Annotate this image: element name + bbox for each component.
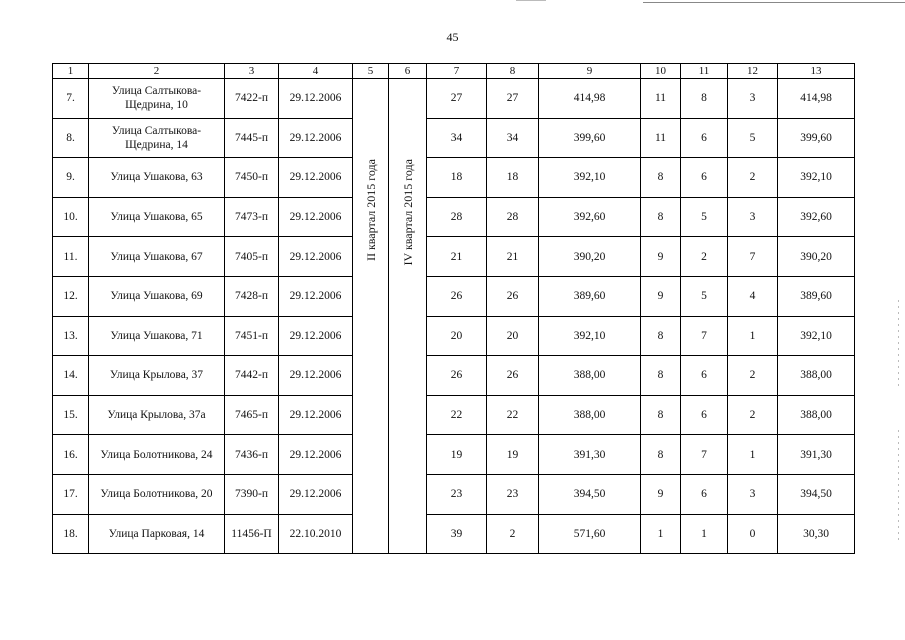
table-row <box>53 435 855 475</box>
col7-cell: 28 <box>427 197 487 237</box>
document-number-cell: 7445-п <box>225 118 279 158</box>
col10-cell: 9 <box>641 237 681 277</box>
col13-cell: 414,98 <box>778 79 855 119</box>
col9-cell: 389,60 <box>539 276 641 316</box>
header-cell-2: 2 <box>89 64 225 79</box>
header-row <box>53 64 855 79</box>
page-number: 45 <box>446 30 459 44</box>
col12-cell: 3 <box>728 197 778 237</box>
col11-cell: 6 <box>681 118 728 158</box>
col13-cell: 30,30 <box>778 514 855 554</box>
col11-cell: 2 <box>681 237 728 277</box>
col11-cell: 5 <box>681 197 728 237</box>
col13-cell: 392,10 <box>778 316 855 356</box>
col10-cell: 1 <box>641 514 681 554</box>
street-cell: Улица Болотникова, 20 <box>89 474 225 514</box>
row-number-cell: 10. <box>53 197 89 237</box>
col10-cell: 8 <box>641 197 681 237</box>
table-row <box>53 276 855 316</box>
col8-cell: 26 <box>487 356 539 396</box>
header-cell-12: 12 <box>728 64 778 79</box>
col11-cell: 7 <box>681 435 728 475</box>
document-number-cell: 11456-П <box>225 514 279 554</box>
document-number-cell: 7451-п <box>225 316 279 356</box>
col9-cell: 388,00 <box>539 356 641 396</box>
col12-cell: 2 <box>728 356 778 396</box>
header-cell-7: 7 <box>427 64 487 79</box>
col8-cell: 27 <box>487 79 539 119</box>
row-number-cell: 12. <box>53 276 89 316</box>
col12-cell: 4 <box>728 276 778 316</box>
col13-cell: 392,10 <box>778 158 855 198</box>
col8-cell: 19 <box>487 435 539 475</box>
col10-cell: 8 <box>641 395 681 435</box>
col9-cell: 392,10 <box>539 316 641 356</box>
scan-artifact <box>898 430 899 540</box>
document-date-cell: 29.12.2006 <box>279 395 353 435</box>
document-date-cell: 29.12.2006 <box>279 158 353 198</box>
row-number-cell: 13. <box>53 316 89 356</box>
document-date-cell: 29.12.2006 <box>279 435 353 475</box>
col9-cell: 394,50 <box>539 474 641 514</box>
document-date-cell: 22.10.2010 <box>279 514 353 554</box>
header-cell-11: 11 <box>681 64 728 79</box>
col9-cell: 390,20 <box>539 237 641 277</box>
col7-cell: 20 <box>427 316 487 356</box>
street-cell: Улица Парковая, 14 <box>89 514 225 554</box>
row-number-cell: 11. <box>53 237 89 277</box>
col12-cell: 2 <box>728 158 778 198</box>
col11-cell: 1 <box>681 514 728 554</box>
scan-mark <box>516 0 546 1</box>
col9-cell: 392,10 <box>539 158 641 198</box>
street-cell: Улица Ушакова, 69 <box>89 276 225 316</box>
row-number-cell: 15. <box>53 395 89 435</box>
quarter-col5-label: II квартал 2015 года <box>363 159 378 262</box>
table-row <box>53 197 855 237</box>
housing-register-table <box>52 63 855 554</box>
col7-cell: 27 <box>427 79 487 119</box>
document-date-cell: 29.12.2006 <box>279 276 353 316</box>
document-date-cell: 29.12.2006 <box>279 79 353 119</box>
col12-cell: 1 <box>728 435 778 475</box>
document-number-cell: 7405-п <box>225 237 279 277</box>
document-number-cell: 7428-п <box>225 276 279 316</box>
col11-cell: 6 <box>681 395 728 435</box>
col11-cell: 5 <box>681 276 728 316</box>
col13-cell: 390,20 <box>778 237 855 277</box>
header-rule <box>643 2 905 3</box>
col11-cell: 6 <box>681 356 728 396</box>
col11-cell: 6 <box>681 158 728 198</box>
col13-cell: 392,60 <box>778 197 855 237</box>
street-cell: Улица Ушакова, 71 <box>89 316 225 356</box>
quarter-col6-label: IV квартал 2015 года <box>400 159 415 266</box>
street-cell: Улица Крылова, 37 <box>89 356 225 396</box>
col10-cell: 9 <box>641 276 681 316</box>
col13-cell: 391,30 <box>778 435 855 475</box>
col12-cell: 2 <box>728 395 778 435</box>
street-cell: Улица Ушакова, 65 <box>89 197 225 237</box>
col8-cell: 28 <box>487 197 539 237</box>
street-cell: Улица Болотникова, 24 <box>89 435 225 475</box>
document-number-cell: 7390-п <box>225 474 279 514</box>
header-cell-9: 9 <box>539 64 641 79</box>
table-row <box>53 356 855 396</box>
col7-cell: 22 <box>427 395 487 435</box>
col8-cell: 22 <box>487 395 539 435</box>
col7-cell: 19 <box>427 435 487 475</box>
col9-cell: 388,00 <box>539 395 641 435</box>
col9-cell: 571,60 <box>539 514 641 554</box>
col12-cell: 3 <box>728 474 778 514</box>
document-number-cell: 7450-п <box>225 158 279 198</box>
col12-cell: 7 <box>728 237 778 277</box>
col13-cell: 388,00 <box>778 356 855 396</box>
col10-cell: 11 <box>641 79 681 119</box>
header-cell-4: 4 <box>279 64 353 79</box>
document-date-cell: 29.12.2006 <box>279 237 353 277</box>
col13-cell: 399,60 <box>778 118 855 158</box>
header-cell-5: 5 <box>353 64 389 79</box>
col9-cell: 391,30 <box>539 435 641 475</box>
col11-cell: 7 <box>681 316 728 356</box>
col12-cell: 0 <box>728 514 778 554</box>
scan-artifact <box>898 300 899 390</box>
row-number-cell: 9. <box>53 158 89 198</box>
col10-cell: 8 <box>641 435 681 475</box>
col7-cell: 23 <box>427 474 487 514</box>
col13-cell: 389,60 <box>778 276 855 316</box>
col10-cell: 8 <box>641 356 681 396</box>
col8-cell: 23 <box>487 474 539 514</box>
table-row <box>53 514 855 554</box>
col13-cell: 394,50 <box>778 474 855 514</box>
col12-cell: 5 <box>728 118 778 158</box>
street-cell: Улица Салтыкова-Щедрина, 14 <box>89 118 225 158</box>
header-cell-6: 6 <box>389 64 427 79</box>
document-number-cell: 7442-п <box>225 356 279 396</box>
col7-cell: 26 <box>427 276 487 316</box>
row-number-cell: 18. <box>53 514 89 554</box>
col12-cell: 3 <box>728 79 778 119</box>
table-row <box>53 395 855 435</box>
quarter-col5-cell <box>353 79 389 554</box>
document-date-cell: 29.12.2006 <box>279 474 353 514</box>
header-cell-1: 1 <box>53 64 89 79</box>
col13-cell: 388,00 <box>778 395 855 435</box>
document-number-cell: 7436-п <box>225 435 279 475</box>
col8-cell: 26 <box>487 276 539 316</box>
row-number-cell: 14. <box>53 356 89 396</box>
row-number-cell: 8. <box>53 118 89 158</box>
row-number-cell: 7. <box>53 79 89 119</box>
col11-cell: 6 <box>681 474 728 514</box>
col7-cell: 39 <box>427 514 487 554</box>
header-cell-3: 3 <box>225 64 279 79</box>
document-number-cell: 7465-п <box>225 395 279 435</box>
col9-cell: 414,98 <box>539 79 641 119</box>
col7-cell: 34 <box>427 118 487 158</box>
street-cell: Улица Салтыкова-Щедрина, 10 <box>89 79 225 119</box>
row-number-cell: 17. <box>53 474 89 514</box>
col10-cell: 9 <box>641 474 681 514</box>
street-cell: Улица Ушакова, 63 <box>89 158 225 198</box>
col8-cell: 2 <box>487 514 539 554</box>
table-row <box>53 158 855 198</box>
table-row <box>53 79 855 119</box>
row-number-cell: 16. <box>53 435 89 475</box>
document-date-cell: 29.12.2006 <box>279 356 353 396</box>
col8-cell: 34 <box>487 118 539 158</box>
document-date-cell: 29.12.2006 <box>279 316 353 356</box>
col8-cell: 20 <box>487 316 539 356</box>
header-cell-13: 13 <box>778 64 855 79</box>
col7-cell: 18 <box>427 158 487 198</box>
col10-cell: 8 <box>641 158 681 198</box>
table-row <box>53 237 855 277</box>
col8-cell: 18 <box>487 158 539 198</box>
col9-cell: 392,60 <box>539 197 641 237</box>
col10-cell: 11 <box>641 118 681 158</box>
col7-cell: 21 <box>427 237 487 277</box>
col12-cell: 1 <box>728 316 778 356</box>
col11-cell: 8 <box>681 79 728 119</box>
document-number-cell: 7422-п <box>225 79 279 119</box>
table-row <box>53 316 855 356</box>
document-number-cell: 7473-п <box>225 197 279 237</box>
document-date-cell: 29.12.2006 <box>279 197 353 237</box>
quarter-col6-cell <box>389 79 427 554</box>
col7-cell: 26 <box>427 356 487 396</box>
col10-cell: 8 <box>641 316 681 356</box>
street-cell: Улица Крылова, 37а <box>89 395 225 435</box>
header-cell-10: 10 <box>641 64 681 79</box>
header-cell-8: 8 <box>487 64 539 79</box>
table-row <box>53 118 855 158</box>
col8-cell: 21 <box>487 237 539 277</box>
col9-cell: 399,60 <box>539 118 641 158</box>
street-cell: Улица Ушакова, 67 <box>89 237 225 277</box>
document-date-cell: 29.12.2006 <box>279 118 353 158</box>
table-row <box>53 474 855 514</box>
